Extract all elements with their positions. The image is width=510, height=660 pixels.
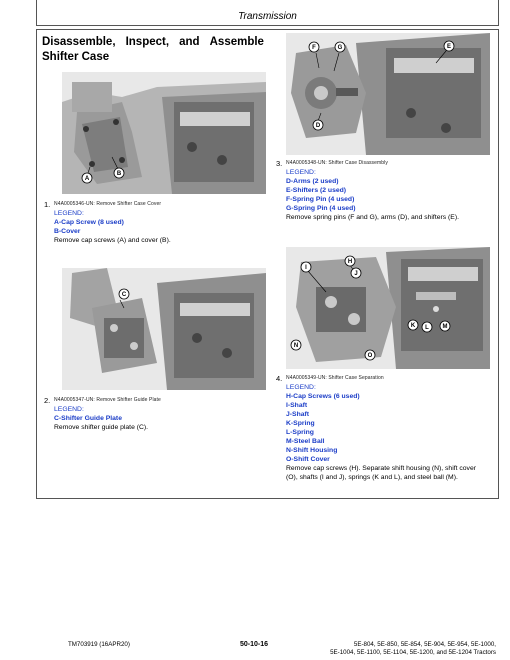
legend-heading: LEGEND: <box>286 384 316 391</box>
footer-page-number: 50-10-16 <box>240 641 269 648</box>
callout-label: N <box>293 343 299 349</box>
callout-label: F <box>312 45 316 51</box>
legend-item: M-Steel Ball <box>286 438 325 445</box>
legend-item: C-Shifter Guide Plate <box>54 415 122 422</box>
legend-item: A-Cap Screw (8 used) <box>54 219 124 226</box>
callout-a <box>82 173 92 183</box>
legend-heading: LEGEND: <box>54 210 84 217</box>
legend-item: H-Cap Screws (6 used) <box>286 393 360 400</box>
step-4 <box>276 374 496 482</box>
callout-label: O <box>367 353 373 359</box>
title-word: Disassemble, <box>42 36 116 48</box>
section-title <box>42 35 264 65</box>
callout-label: L <box>425 325 429 331</box>
callout-f <box>309 42 319 52</box>
instruction: Remove spring pins (F and G), arms (D), and shifters (E). <box>286 214 459 221</box>
header-title: Transmission <box>238 11 297 22</box>
callout-label: C <box>121 292 127 298</box>
callout-l <box>422 322 432 332</box>
callout-label: E <box>446 44 452 50</box>
instruction: Remove shifter guide plate (C). <box>54 424 149 431</box>
callout-m <box>440 321 450 331</box>
step-number: 1. <box>44 200 51 209</box>
callout-label: B <box>116 171 122 177</box>
callout-label: K <box>410 323 416 329</box>
callout-i <box>301 262 311 272</box>
figure-caption: N4A0005349-UN: Shifter Case Separation <box>286 375 384 381</box>
legend-item: D-Arms (2 used) <box>286 178 339 185</box>
figure-caption: N4A0005347-UN: Remove Shifter Guide Plate <box>54 397 161 403</box>
callout-label: H <box>347 259 353 265</box>
figure-shifter-case-disassembly <box>286 33 490 155</box>
figure-shifter-guide-plate <box>62 268 266 390</box>
footer-doc-id: TM703919 (16APR20) <box>68 641 130 648</box>
step-number: 3. <box>276 159 283 168</box>
callout-label: I <box>305 265 307 271</box>
legend-item: N-Shift Housing <box>286 447 338 454</box>
footer-models-line: 5E-804, 5E-850, 5E-854, 5E-904, 5E-954, 5E-1000, <box>353 641 496 648</box>
title-line2: Shifter Case <box>42 51 110 63</box>
callout-label: G <box>337 45 343 51</box>
legend-heading: LEGEND: <box>286 169 316 176</box>
callout-h <box>345 256 355 266</box>
footer-models-line: 5E-1004, 5E-1100, 5E-1104, 5E-1200, and 5E-1204 Tractors <box>330 649 496 656</box>
callout-label: M <box>442 324 448 330</box>
figure-shifter-case-separation <box>286 247 490 369</box>
legend-item: I-Shaft <box>286 402 308 409</box>
callout-c <box>119 289 129 299</box>
step-number: 2. <box>44 396 51 405</box>
legend-item: E-Shifters (2 used) <box>286 187 347 194</box>
legend-item: G-Spring Pin (4 used) <box>286 205 356 212</box>
figure-caption: N4A0005348-UN: Shifter Case Disassembly <box>286 160 388 166</box>
page-header <box>36 0 499 26</box>
callout-d <box>313 120 323 130</box>
legend-item: F-Spring Pin (4 used) <box>286 196 355 203</box>
callout-e <box>444 41 454 51</box>
callout-label: J <box>354 271 358 277</box>
title-word: Assemble <box>209 36 264 48</box>
title-word: and <box>179 36 200 48</box>
legend-item: L-Spring <box>286 429 314 436</box>
legend-item: B-Cover <box>54 228 81 235</box>
step-2 <box>44 396 264 432</box>
figure-shifter-case-cover <box>62 72 266 194</box>
callout-g <box>335 42 345 52</box>
callout-label: A <box>84 176 90 182</box>
step-1 <box>44 200 264 245</box>
callout-b <box>114 168 124 178</box>
legend-item: K-Spring <box>286 420 315 427</box>
instruction: Remove cap screws (A) and cover (B). <box>54 237 171 244</box>
legend-item: O-Shift Cover <box>286 456 330 463</box>
callout-o <box>365 350 375 360</box>
step-number: 4. <box>276 374 283 383</box>
callout-j <box>351 268 361 278</box>
instruction: (O), shafts (I and J), springs (K and L), and steel ball (M). <box>286 474 458 481</box>
step-3 <box>276 159 496 222</box>
callout-k <box>408 320 418 330</box>
callout-n <box>291 340 301 350</box>
title-word: Inspect, <box>125 36 170 48</box>
footer-models <box>300 641 496 657</box>
callout-label: D <box>315 123 321 129</box>
figure-caption: N4A0005346-UN: Remove Shifter Case Cover <box>54 201 162 207</box>
legend-heading: LEGEND: <box>54 406 84 413</box>
legend-item: J-Shaft <box>286 411 310 418</box>
instruction: Remove cap screws (H). Separate shift housing (N), shift cover <box>286 465 477 472</box>
